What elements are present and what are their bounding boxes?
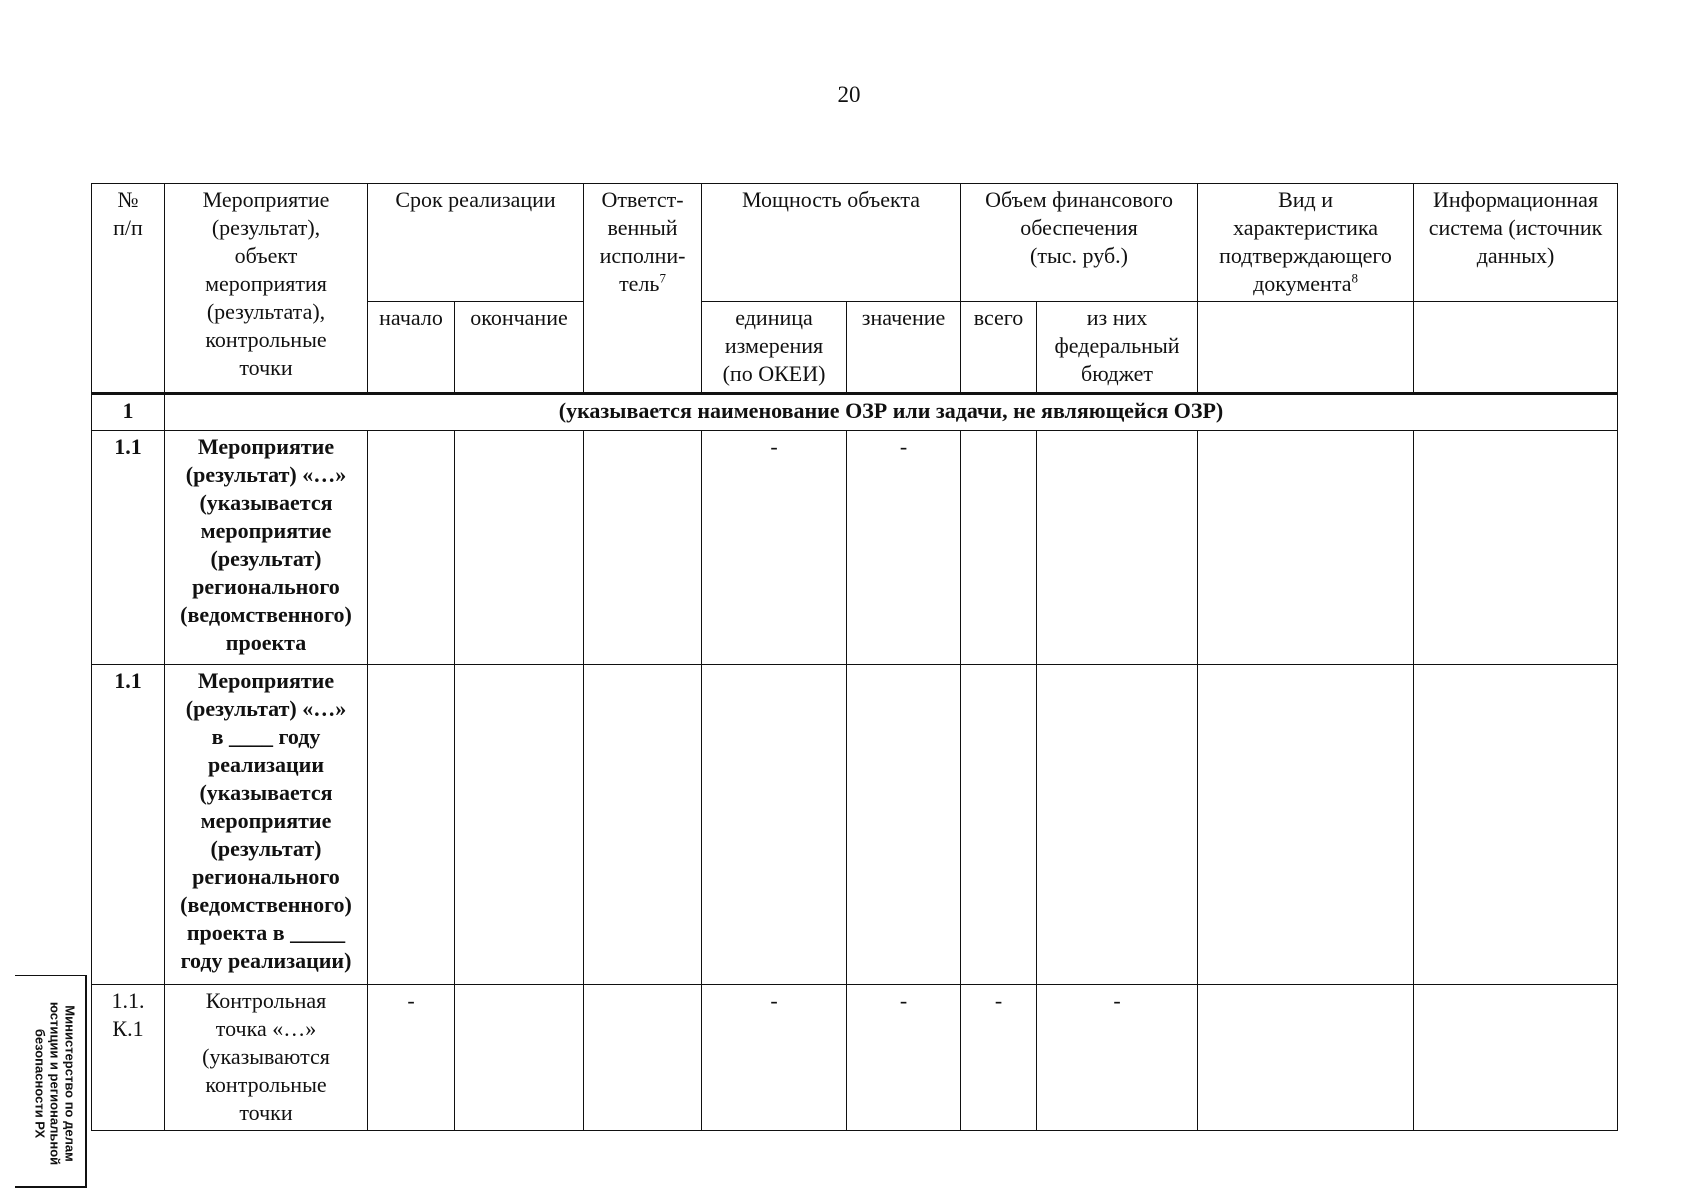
row-num: 1.1	[92, 431, 165, 665]
header-finance-total: всего	[961, 301, 1037, 393]
section-num: 1	[92, 393, 165, 430]
header-row-top	[92, 184, 1618, 302]
row-event: Мероприятие (результат) «…» в ____ году реализации (указывается мероприятие (результат) регионального (ведомственного) проекта в _____ году реализации)	[165, 665, 368, 985]
row-infosystem	[1414, 665, 1618, 985]
stamp-text: Министерство по делам юстиции и региональной безопасности РХ	[32, 1001, 78, 1166]
header-finance-federal: из них федеральный бюджет	[1037, 301, 1198, 393]
header-capacity-value: значение	[847, 301, 961, 393]
row-unit	[702, 665, 847, 985]
row-document	[1198, 984, 1414, 1130]
row-responsible	[584, 431, 702, 665]
table-row	[92, 431, 1618, 665]
row-federal	[1037, 665, 1198, 985]
row-event: Контрольная точка «…» (указываются контрольные точки	[165, 984, 368, 1130]
row-infosystem	[1414, 431, 1618, 665]
row-document	[1198, 665, 1414, 985]
header-infosystem-empty	[1414, 301, 1618, 393]
header-term-end: окончание	[455, 301, 584, 393]
row-num: 1.1	[92, 665, 165, 985]
row-start	[368, 431, 455, 665]
header-event: Мероприятие (результат), объект мероприятия (результата), контрольные точки	[165, 184, 368, 394]
header-capacity-unit: единица измерения (по ОКЕИ)	[702, 301, 847, 393]
section-row	[92, 393, 1618, 430]
header-term: Срок реализации	[368, 184, 584, 302]
table-row	[92, 984, 1618, 1130]
row-responsible	[584, 665, 702, 985]
table-row	[92, 665, 1618, 985]
row-unit: -	[702, 984, 847, 1130]
event-table	[91, 183, 1618, 1131]
row-value: -	[847, 984, 961, 1130]
header-responsible: Ответст- венный исполни- тель$^7$	[584, 184, 702, 394]
row-end	[455, 984, 584, 1130]
header-finance: Объем финансового обеспечения (тыс. руб.)	[961, 184, 1198, 302]
row-start	[368, 665, 455, 985]
header-document: Вид и характеристика подтверждающего документа$^8$	[1198, 184, 1414, 302]
header-term-start: начало	[368, 301, 455, 393]
row-document	[1198, 431, 1414, 665]
footnote-7: 7	[659, 270, 666, 286]
row-total	[961, 431, 1037, 665]
page-number: 20	[837, 82, 861, 107]
row-value: -	[847, 431, 961, 665]
row-end	[455, 665, 584, 985]
row-responsible	[584, 984, 702, 1130]
row-end	[455, 431, 584, 665]
row-total	[961, 665, 1037, 985]
header-document-empty	[1198, 301, 1414, 393]
footnote-8: 8	[1351, 270, 1358, 286]
section-title: (указывается наименование ОЗР или задачи, не являющейся ОЗР)	[165, 393, 1618, 430]
header-infosystem: Информационная система (источник данных)	[1414, 184, 1618, 302]
ministry-stamp	[15, 975, 87, 1188]
row-start: -	[368, 984, 455, 1130]
row-event: Мероприятие (результат) «…» (указывается мероприятие (результат) регионального (ведомственного) проекта	[165, 431, 368, 665]
row-unit: -	[702, 431, 847, 665]
row-total: -	[961, 984, 1037, 1130]
header-num: № п/п	[92, 184, 165, 394]
row-federal: -	[1037, 984, 1198, 1130]
row-num: 1.1. К.1	[92, 984, 165, 1130]
row-federal	[1037, 431, 1198, 665]
row-infosystem	[1414, 984, 1618, 1130]
header-capacity: Мощность объекта	[702, 184, 961, 302]
row-value	[847, 665, 961, 985]
